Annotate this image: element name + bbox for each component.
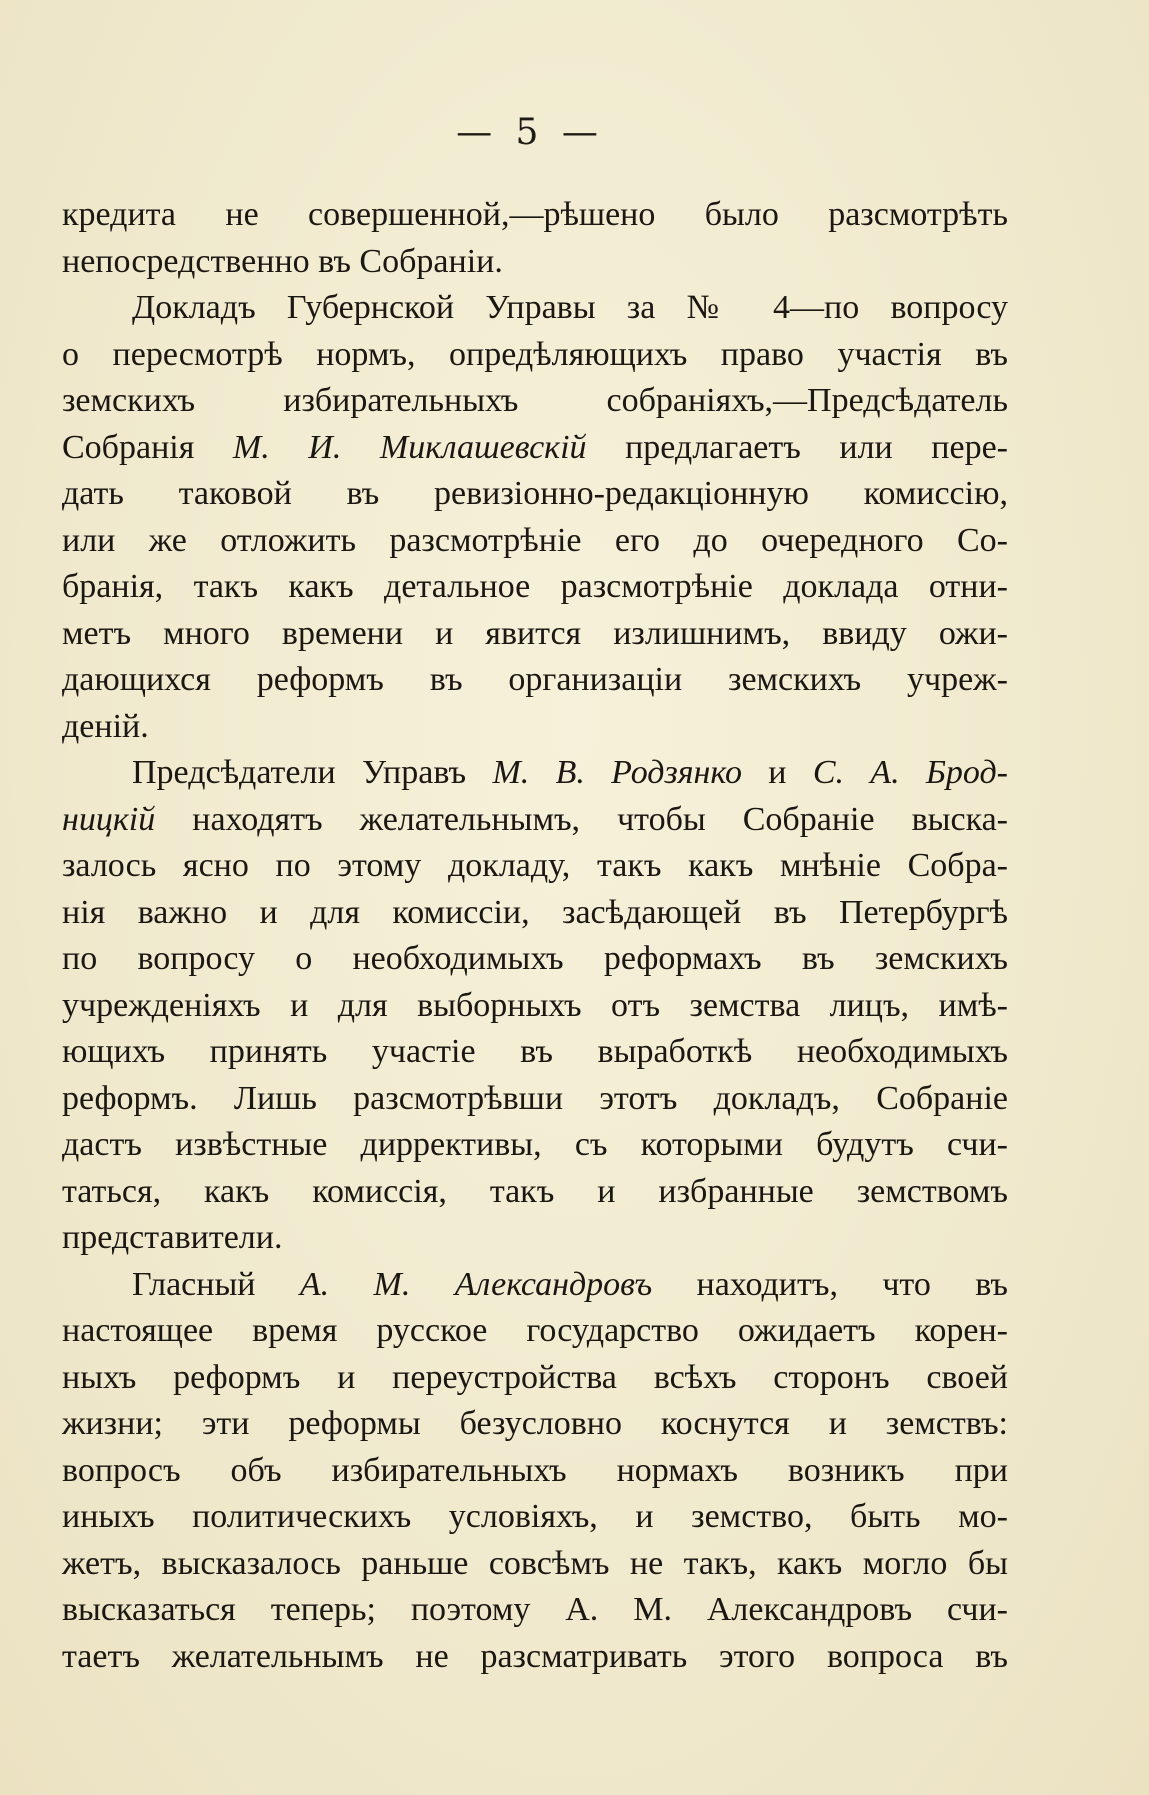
text-line: Докладъ Губернской Управы за № 4—по вопросу	[132, 289, 1008, 326]
text-line: Гласный А. М. Александровъ находитъ, что въ	[132, 1265, 1009, 1303]
paragraph	[62, 285, 1008, 750]
text-line: дать таковой въ ревизіонно-редакціонную комиссію,	[62, 475, 1008, 512]
paragraph	[62, 192, 1008, 285]
text-line: ныхъ реформъ и переустройства всѣхъ сторонъ своей	[62, 1358, 1008, 1396]
text-line: земскихъ избирательныхъ собраніяхъ,—Предсѣдатель	[62, 382, 1008, 419]
text-line: метъ много времени и явится излишнимъ, ввиду ожи-	[62, 614, 1008, 652]
text-line: вопросъ объ избирательныхъ нормахъ возникъ при	[62, 1451, 1008, 1489]
page-text	[62, 192, 1008, 1680]
person-name: С. А. Брод-	[812, 754, 1008, 791]
text-line: или же отложить разсмотрѣніе его до очередного Со-	[62, 521, 1008, 559]
text-line: ющихъ принять участіе въ выработкѣ необходимыхъ	[62, 1033, 1008, 1070]
text-line: кредита не совершенной,—рѣшено было разсмотрѣть	[62, 196, 1008, 233]
paragraph	[62, 750, 1008, 1262]
text-line: Собранія М. И. Миклашевскій предлагаетъ или пере-	[62, 428, 1008, 466]
text-line: таться, какъ комиссія, такъ и избранные земствомъ	[62, 1172, 1008, 1210]
person-name: М. И. Миклашевскій	[232, 428, 587, 466]
text-line: нія важно и для комиссіи, засѣдающей въ Петербургѣ	[62, 893, 1008, 931]
text-line: учрежденіяхъ и для выборныхъ отъ земства лицъ, имѣ-	[62, 986, 1008, 1024]
text-line: дастъ извѣстные диррективы, съ которыми будутъ счи-	[62, 1126, 1008, 1163]
text-line: реформъ. Лишь разсмотрѣвши этотъ докладъ, Собраніе	[62, 1079, 1008, 1117]
paragraph	[62, 1262, 1008, 1681]
text-line: представители.	[62, 1219, 283, 1256]
page-number: — 5 —	[456, 112, 604, 153]
person-name: ницкій	[62, 800, 156, 838]
text-line: о пересмотрѣ нормъ, опредѣляющихъ право участія въ	[62, 335, 1008, 373]
text-line: жизни; эти реформы безусловно коснутся и земствъ:	[62, 1405, 1008, 1442]
text-line: жетъ, высказалось раньше совсѣмъ не такъ, какъ могло бы	[62, 1544, 1008, 1582]
text-line: Предсѣдатели Управъ М. В. Родзянко и С. А. Брод-	[132, 754, 1008, 791]
text-line: дающихся реформъ въ организаціи земскихъ учреж-	[62, 661, 1008, 698]
text-line: таетъ желательнымъ не разсматривать этого вопроса въ	[62, 1637, 1008, 1675]
text-line: по вопросу о необходимыхъ реформахъ въ земскихъ	[62, 940, 1008, 977]
text-line: залось ясно по этому докладу, такъ какъ мнѣніе Собра-	[62, 847, 1008, 884]
text-line: иныхъ политическихъ условіяхъ, и земство, быть мо-	[62, 1498, 1008, 1535]
text-line: ницкій находятъ желательнымъ, чтобы Собраніе выска-	[62, 800, 1008, 838]
text-line: настоящее время русское государство ожидаетъ корен-	[62, 1312, 1008, 1349]
person-name: М. В. Родзянко	[492, 754, 742, 791]
person-name: А. М. Александровъ	[299, 1265, 653, 1303]
text-line: деній.	[62, 707, 149, 745]
text-line: непосредственно въ Собраніи.	[62, 242, 503, 280]
text-line: бранія, такъ какъ детальное разсмотрѣніе доклада отни-	[62, 568, 1008, 605]
text-line: высказаться теперь; поэтому А. М. Александровъ счи-	[62, 1591, 1008, 1628]
